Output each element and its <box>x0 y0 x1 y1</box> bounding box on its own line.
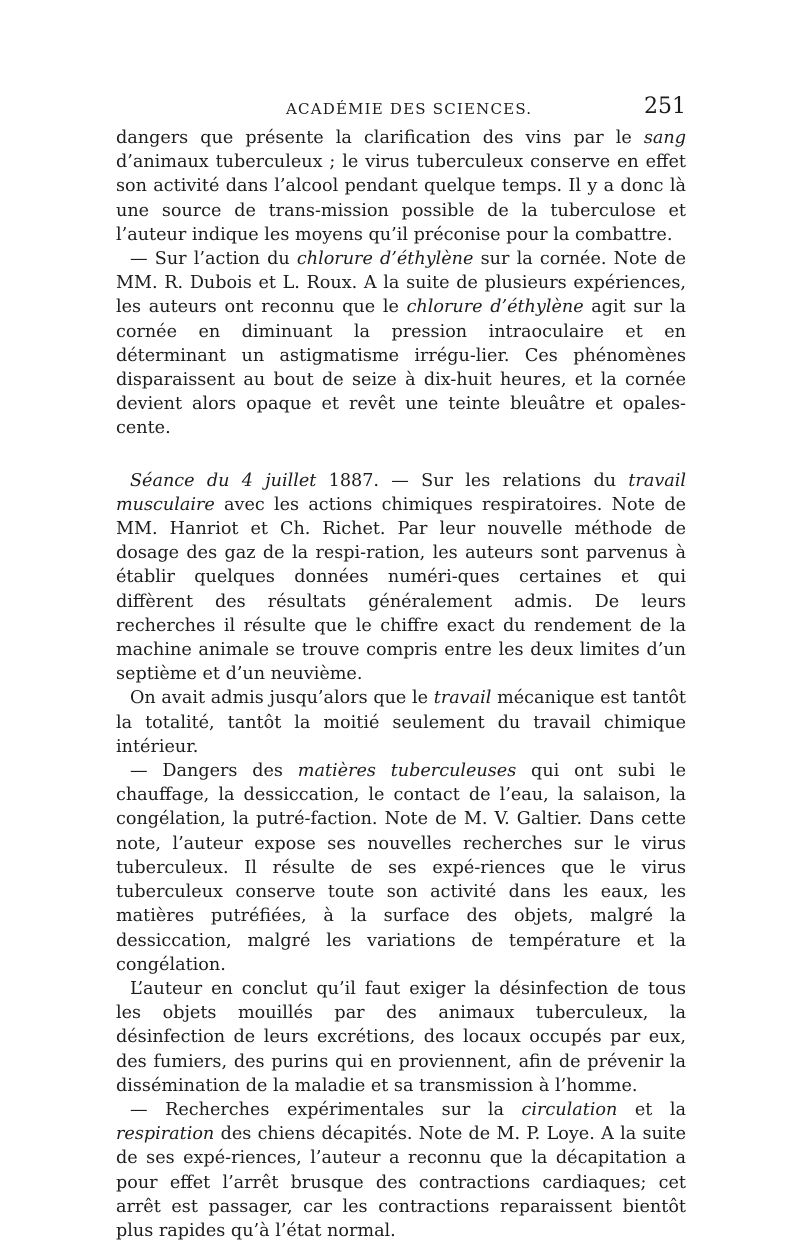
text-run: dangers que présente la clarification des vins par le <box>116 128 644 148</box>
paragraph-clarification-vins <box>116 126 686 247</box>
body-text <box>116 126 686 1243</box>
text-run: — Recherches expérimentales sur la <box>130 1099 522 1120</box>
running-title: ACADÉMIE DES SCIENCES. <box>286 100 533 118</box>
paragraph-chiens-decapites <box>116 1098 686 1243</box>
text-run: mécanique est tantôt la totalité, tantôt la moitié seulement du travail chimique intérieur. <box>116 688 686 757</box>
text-run: et la <box>617 1099 686 1120</box>
running-header <box>116 92 686 122</box>
italic-term: chlorure d’éthylène <box>406 297 584 318</box>
text-run: sur la cornée. Note de MM. R. Dubois et L. Roux. A la suite de plusieurs expériences, les auteurs ont reconnu que le <box>116 249 686 318</box>
text-run: des chiens décapités. Note de M. P. Loye. A la suite de ses expé-riences, l’auteur a reconnu que la décapitation a pour effet l’arrêt brusque des contractions cardiaques; cet arrêt est passager, car les contractions reparaissent bientôt plus rapides qu’à l’état normal. <box>116 1124 686 1241</box>
text-run: agit sur la cornée en diminuant la pression intraoculaire et en déterminant un astigmatisme irrégu-lier. Ces phénomènes disparaissent au bout de seize à dix-huit heures, et la cornée devient alors opaque et revêt une teinte bleuâtre et opales-cente. <box>116 297 686 439</box>
paragraph-matieres-tuberculeuses <box>116 759 686 977</box>
paragraph-desinfection <box>116 977 686 1098</box>
text-run: 1887. — Sur les relations du <box>316 470 629 491</box>
text-run: On avait admis jusqu’alors que le <box>130 688 434 709</box>
italic-term: travail musculaire <box>116 470 686 515</box>
session-date: Séance du 4 juillet <box>130 470 317 491</box>
paragraph-seance-4-juillet <box>116 469 686 687</box>
page-number: 251 <box>644 94 686 119</box>
paragraph-chlorure-ethylene <box>116 247 686 441</box>
text-run: qui ont subi le chauffage, la dessiccation, le contact de l’eau, la salaison, la congélation, la putré-faction. Note de M. V. Galtier. Dans cette note, l’auteur expose ses nouvelles recherches sur le virus tuberculeux. Il résulte de ses expé-riences que le virus tuberculeux conserve toute son activité dans les eaux, les matières putréfiées, à la surface des objets, malgré la dessiccation, malgré les variations de température et la congélation. <box>116 761 686 975</box>
paragraph-travail-mecanique <box>116 686 686 759</box>
text-run: avec les actions chimiques respiratoires. Note de MM. Hanriot et Ch. Richet. Par leur nouvelle méthode de dosage des gaz de la respi-ration, les auteurs sont parvenus à établir quelques données numéri-ques certaines et qui diffèrent des résultats généralement admis. De leurs recherches il résulte que le chiffre exact du rendement de la machine animale se trouve compris entre les deux limites d’un septième et d’un neuvième. <box>116 494 686 685</box>
italic-term: sang <box>643 128 686 148</box>
italic-term: matières tuberculeuses <box>297 761 517 782</box>
italic-term: circulation <box>521 1099 618 1120</box>
text-run: d’animaux tuberculeux ; le virus tuberculeux conserve en effet son activité dans l’alcool pendant quelque temps. Il y a donc là une source de trans-mission possible de la tuberculose et l’auteur indique les moyens qu’il préconise pour la combattre. <box>116 152 686 245</box>
italic-term: travail <box>433 688 492 709</box>
italic-term: respiration <box>116 1124 215 1145</box>
text-run: — Dangers des <box>130 761 298 782</box>
text-run: — Sur l’action du <box>130 249 297 270</box>
italic-term: chlorure d’éthylène <box>296 249 474 270</box>
text-run: L’auteur en conclut qu’il faut exiger la désinfection de tous les objets mouillés par des animaux tuberculeux, la désinfection de leurs excrétions, des locaux occupés par eux, des fumiers, des purins qui en proviennent, afin de prévenir la dissémination de la maladie et sa transmission à l’homme. <box>116 978 686 1096</box>
